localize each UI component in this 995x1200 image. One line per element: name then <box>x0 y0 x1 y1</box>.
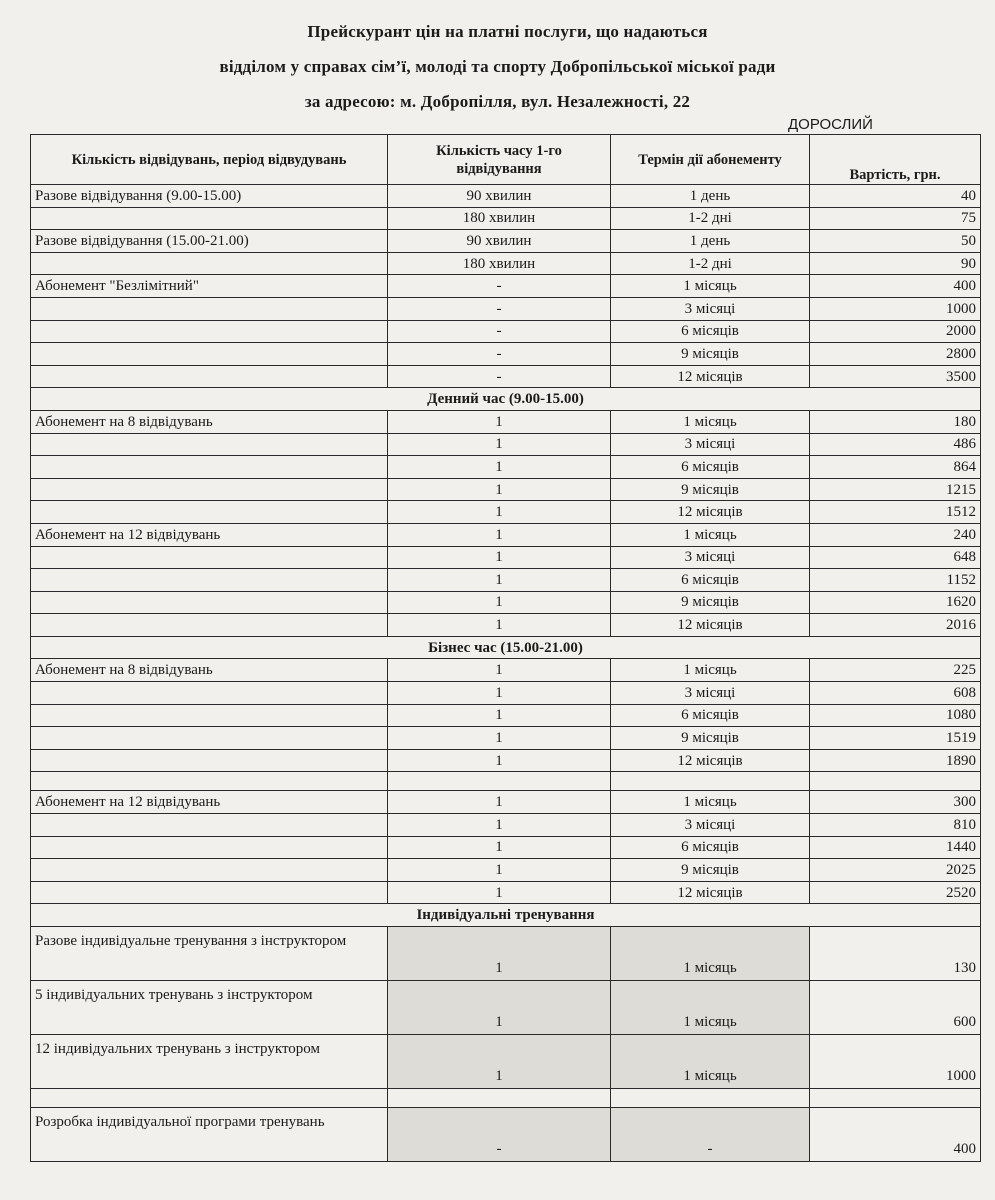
table-row <box>31 791 981 814</box>
table-row <box>31 614 981 637</box>
row-price-cell: 1152 <box>810 569 981 592</box>
row-name-cell: Разове відвідування (15.00-21.00) <box>31 230 388 253</box>
table-row <box>31 252 981 275</box>
row-price-cell: 400 <box>810 275 981 298</box>
row-price-cell: 810 <box>810 814 981 837</box>
document-title-line-3: за адресою: м. Добропілля, вул. Незалежності, 22 <box>304 92 691 111</box>
row-name-cell <box>31 320 388 343</box>
row-duration-cell: 1 <box>388 501 611 524</box>
row-term-cell: 9 місяців <box>611 343 810 366</box>
row-term-cell: 6 місяців <box>611 569 810 592</box>
row-duration-cell: 1 <box>388 433 611 456</box>
row-term-cell: 9 місяців <box>611 591 810 614</box>
row-name-cell: Абонемент на 8 відвідувань <box>31 659 388 682</box>
row-duration-cell: 1 <box>388 591 611 614</box>
row-term-cell: 12 місяців <box>611 365 810 388</box>
table-row <box>31 704 981 727</box>
row-name-cell <box>31 881 388 904</box>
row-price-cell: 225 <box>810 659 981 682</box>
row-price-cell: 1000 <box>810 1035 981 1089</box>
column-header-cost: Вартість, грн. <box>810 135 981 185</box>
section-header-row <box>31 636 981 659</box>
row-term-cell: 1 місяць <box>611 659 810 682</box>
table-row <box>31 365 981 388</box>
row-price-cell: 608 <box>810 682 981 705</box>
price-table <box>30 134 981 1162</box>
row-term-cell: 9 місяців <box>611 859 810 882</box>
row-name-cell <box>31 682 388 705</box>
row-price-cell: 50 <box>810 230 981 253</box>
row-name-cell <box>31 591 388 614</box>
row-name-cell <box>31 252 388 275</box>
row-duration-cell: 90 хвилин <box>388 230 611 253</box>
row-duration-cell: 1 <box>388 749 611 772</box>
row-duration-cell: 1 <box>388 704 611 727</box>
row-price-cell: 2016 <box>810 614 981 637</box>
row-term-cell: 1-2 дні <box>611 252 810 275</box>
document-title-line-1: Прейскурант цін на платні послуги, що надаються <box>307 22 708 41</box>
table-row <box>31 275 981 298</box>
section-title: Бізнес час (15.00-21.00) <box>31 636 981 659</box>
row-price-cell: 2000 <box>810 320 981 343</box>
row-term-cell: 1 місяць <box>611 791 810 814</box>
row-price-cell: 3500 <box>810 365 981 388</box>
row-duration-cell: - <box>388 297 611 320</box>
row-price-cell: 75 <box>810 207 981 230</box>
row-price-cell: 2800 <box>810 343 981 366</box>
table-row <box>31 410 981 433</box>
table-row <box>31 185 981 208</box>
row-price-cell: 90 <box>810 252 981 275</box>
row-price-cell: 400 <box>810 1108 981 1162</box>
row-term-cell: 6 місяців <box>611 456 810 479</box>
row-duration-cell: - <box>388 365 611 388</box>
row-price-cell: 180 <box>810 410 981 433</box>
row-name-cell <box>31 704 388 727</box>
empty-cell <box>388 772 611 791</box>
row-duration-cell: 1 <box>388 614 611 637</box>
row-term-cell: 1 місяць <box>611 410 810 433</box>
row-duration-cell: - <box>388 1108 611 1162</box>
row-term-cell: 12 місяців <box>611 749 810 772</box>
table-row <box>31 659 981 682</box>
row-duration-cell: 1 <box>388 881 611 904</box>
table-row <box>31 207 981 230</box>
row-name-cell: Абонемент на 12 відвідувань <box>31 523 388 546</box>
row-term-cell: 1-2 дні <box>611 207 810 230</box>
table-row <box>31 343 981 366</box>
row-term-cell: 1 день <box>611 185 810 208</box>
row-price-cell: 1000 <box>810 297 981 320</box>
row-duration-cell: 1 <box>388 569 611 592</box>
row-price-cell: 1519 <box>810 727 981 750</box>
row-price-cell: 1440 <box>810 836 981 859</box>
row-name-cell <box>31 836 388 859</box>
row-name-cell <box>31 501 388 524</box>
row-name-cell <box>31 859 388 882</box>
row-term-cell: 3 місяці <box>611 546 810 569</box>
document-title-line-2: відділом у справах сім’ї, молоді та спорту Добропільської міської ради <box>219 57 776 76</box>
row-duration-cell: 1 <box>388 814 611 837</box>
row-duration-cell: 1 <box>388 791 611 814</box>
row-name-cell <box>31 207 388 230</box>
empty-cell <box>611 772 810 791</box>
row-duration-cell: 90 хвилин <box>388 185 611 208</box>
row-duration-cell: 1 <box>388 659 611 682</box>
row-term-cell: 12 місяців <box>611 614 810 637</box>
row-term-cell: 6 місяців <box>611 320 810 343</box>
row-name-cell <box>31 814 388 837</box>
row-term-cell: 9 місяців <box>611 478 810 501</box>
row-price-cell: 1512 <box>810 501 981 524</box>
table-row <box>31 836 981 859</box>
row-term-cell: 1 місяць <box>611 523 810 546</box>
table-row <box>31 859 981 882</box>
row-duration-cell: 1 <box>388 456 611 479</box>
row-name-cell <box>31 546 388 569</box>
row-name-cell <box>31 569 388 592</box>
row-duration-cell: 180 хвилин <box>388 207 611 230</box>
table-row <box>31 569 981 592</box>
row-duration-cell: - <box>388 275 611 298</box>
row-name-cell <box>31 297 388 320</box>
row-term-cell: 6 місяців <box>611 836 810 859</box>
column-header-duration: Кількість часу 1-го відвідування <box>388 135 611 185</box>
row-duration-cell: 1 <box>388 927 611 981</box>
row-term-cell: 1 місяць <box>611 927 810 981</box>
row-duration-cell: 180 хвилин <box>388 252 611 275</box>
row-name-cell <box>31 727 388 750</box>
row-price-cell: 1890 <box>810 749 981 772</box>
row-price-cell: 1080 <box>810 704 981 727</box>
table-row <box>31 727 981 750</box>
table-row <box>31 297 981 320</box>
empty-cell <box>31 772 388 791</box>
row-name-cell <box>31 614 388 637</box>
row-price-cell: 300 <box>810 791 981 814</box>
row-price-cell: 648 <box>810 546 981 569</box>
row-duration-cell: 1 <box>388 523 611 546</box>
category-label: ДОРОСЛИЙ <box>788 116 873 133</box>
column-header-term: Термін дії абонементу <box>611 135 810 185</box>
row-duration-cell: 1 <box>388 682 611 705</box>
row-term-cell: 3 місяці <box>611 297 810 320</box>
row-name-cell <box>31 749 388 772</box>
row-name-cell: Разове відвідування (9.00-15.00) <box>31 185 388 208</box>
table-row <box>31 1108 981 1162</box>
row-price-cell: 1620 <box>810 591 981 614</box>
section-header-row <box>31 904 981 927</box>
row-name-cell: 12 індивідуальних тренувань з інструктором <box>31 1035 388 1089</box>
table-row <box>31 814 981 837</box>
table-row <box>31 881 981 904</box>
table-row <box>31 1035 981 1089</box>
table-header-row <box>31 135 981 185</box>
table-row <box>31 501 981 524</box>
row-price-cell: 486 <box>810 433 981 456</box>
row-name-cell: 5 індивідуальних тренувань з інструктором <box>31 981 388 1035</box>
row-term-cell: 1 місяць <box>611 981 810 1035</box>
column-header-visits: Кількість відвідувань, період відвудувань <box>31 135 388 185</box>
row-duration-cell: 1 <box>388 836 611 859</box>
row-name-cell <box>31 478 388 501</box>
table-row <box>31 749 981 772</box>
row-term-cell: 6 місяців <box>611 704 810 727</box>
row-price-cell: 40 <box>810 185 981 208</box>
row-duration-cell: 1 <box>388 546 611 569</box>
row-price-cell: 1215 <box>810 478 981 501</box>
section-title: Денний час (9.00-15.00) <box>31 388 981 411</box>
row-term-cell: 12 місяців <box>611 501 810 524</box>
row-term-cell: 1 місяць <box>611 1035 810 1089</box>
row-duration-cell: 1 <box>388 410 611 433</box>
table-row <box>31 478 981 501</box>
row-duration-cell: - <box>388 320 611 343</box>
table-row <box>31 456 981 479</box>
row-name-cell <box>31 365 388 388</box>
table-row <box>31 682 981 705</box>
section-header-row <box>31 388 981 411</box>
table-row <box>31 927 981 981</box>
row-duration-cell: 1 <box>388 1035 611 1089</box>
empty-row <box>31 772 981 791</box>
row-term-cell: 3 місяці <box>611 433 810 456</box>
row-term-cell: 1 день <box>611 230 810 253</box>
empty-row <box>31 1089 981 1108</box>
empty-cell <box>810 1089 981 1108</box>
row-name-cell: Разове індивідуальне тренування з інструктором <box>31 927 388 981</box>
empty-cell <box>611 1089 810 1108</box>
price-table-body <box>31 185 981 1162</box>
row-name-cell: Розробка індивідуальної програми тренувань <box>31 1108 388 1162</box>
row-duration-cell: - <box>388 343 611 366</box>
row-price-cell: 600 <box>810 981 981 1035</box>
row-term-cell: 1 місяць <box>611 275 810 298</box>
row-term-cell: - <box>611 1108 810 1162</box>
row-price-cell: 2025 <box>810 859 981 882</box>
row-price-cell: 2520 <box>810 881 981 904</box>
table-row <box>31 981 981 1035</box>
table-row <box>31 523 981 546</box>
table-row <box>31 591 981 614</box>
empty-cell <box>388 1089 611 1108</box>
table-row <box>31 320 981 343</box>
row-duration-cell: 1 <box>388 727 611 750</box>
row-term-cell: 3 місяці <box>611 814 810 837</box>
table-row <box>31 433 981 456</box>
empty-cell <box>31 1089 388 1108</box>
row-name-cell: Абонемент на 8 відвідувань <box>31 410 388 433</box>
row-term-cell: 3 місяці <box>611 682 810 705</box>
row-name-cell <box>31 456 388 479</box>
row-duration-cell: 1 <box>388 478 611 501</box>
row-price-cell: 864 <box>810 456 981 479</box>
row-name-cell: Абонемент на 12 відвідувань <box>31 791 388 814</box>
row-term-cell: 9 місяців <box>611 727 810 750</box>
row-name-cell: Абонемент "Безлімітний" <box>31 275 388 298</box>
row-name-cell <box>31 343 388 366</box>
row-name-cell <box>31 433 388 456</box>
table-row <box>31 546 981 569</box>
row-price-cell: 130 <box>810 927 981 981</box>
row-duration-cell: 1 <box>388 981 611 1035</box>
table-row <box>31 230 981 253</box>
row-price-cell: 240 <box>810 523 981 546</box>
row-duration-cell: 1 <box>388 859 611 882</box>
row-term-cell: 12 місяців <box>611 881 810 904</box>
empty-cell <box>810 772 981 791</box>
section-title: Індивідуальні тренування <box>31 904 981 927</box>
